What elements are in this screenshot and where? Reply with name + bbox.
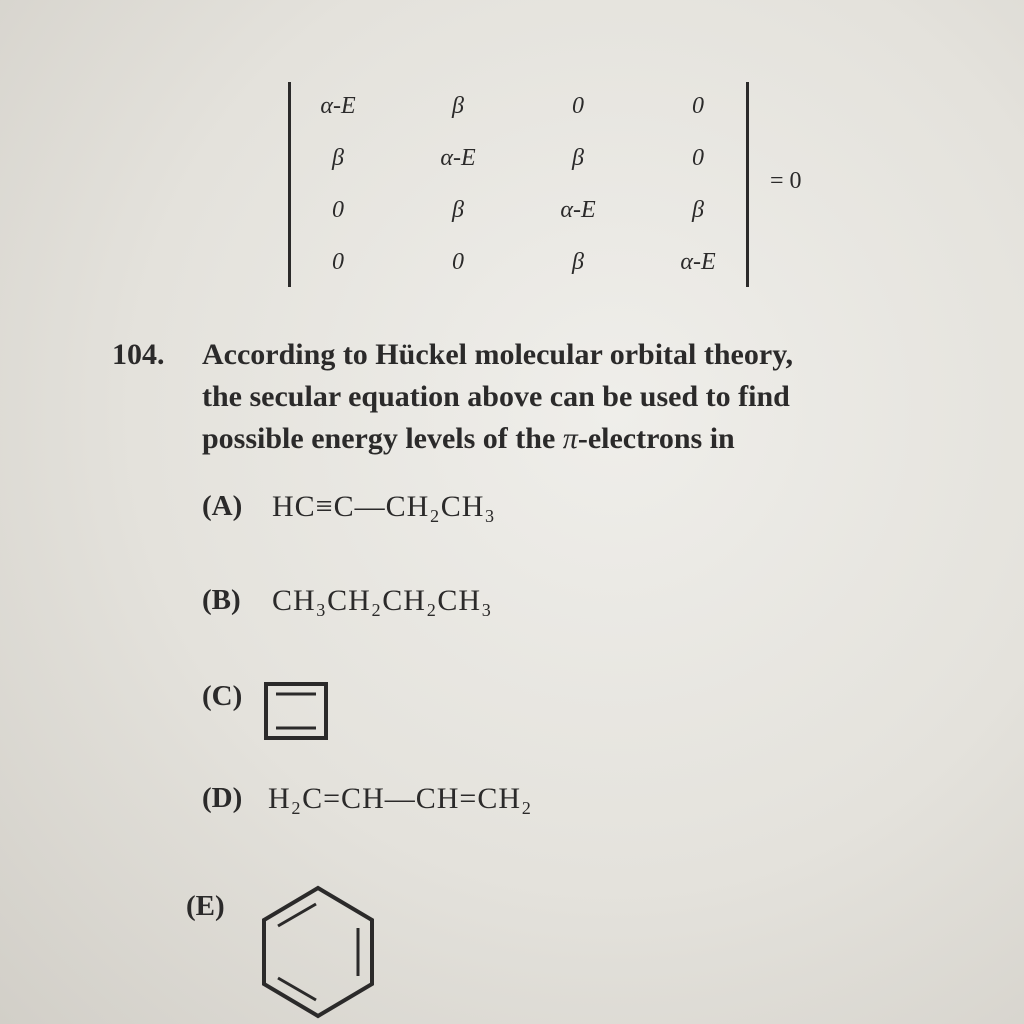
- option-a-letter[interactable]: (A): [202, 490, 243, 522]
- det-cell-r2c1: β: [332, 145, 344, 171]
- det-cell-r4c2: 0: [452, 249, 464, 275]
- cyclobutadiene-icon: [264, 682, 330, 742]
- det-cell-r2c3: β: [572, 145, 584, 171]
- det-cell-r3c1: 0: [332, 197, 344, 223]
- benzene-icon: [258, 884, 378, 1020]
- option-d-letter[interactable]: (D): [202, 782, 243, 814]
- option-e-letter[interactable]: (E): [186, 890, 225, 922]
- det-cell-r4c1: 0: [332, 249, 344, 275]
- question-number: 104.: [112, 338, 165, 371]
- question-line-1: According to Hückel molecular orbital theory,: [202, 338, 794, 371]
- question-line-3-end: -electrons in: [577, 422, 735, 455]
- option-b-letter[interactable]: (B): [202, 584, 241, 616]
- det-cell-r4c4: α-E: [680, 249, 716, 275]
- det-cell-r3c4: β: [692, 197, 704, 223]
- det-cell-r3c2: β: [452, 197, 464, 223]
- question-line-2: the secular equation above can be used to find: [202, 380, 790, 413]
- question-line-3-start: possible energy levels of the: [202, 422, 563, 455]
- option-d-formula: H₂C=CH—CH=CH₂: [268, 782, 533, 815]
- determinant-left-bar: [288, 82, 291, 287]
- option-a-formula: HC≡C—CH₂CH₃: [272, 490, 496, 523]
- det-cell-r1c4: 0: [692, 93, 704, 119]
- option-b-formula: CH₃CH₂CH₂CH₃: [272, 584, 493, 617]
- determinant-equals-zero: = 0: [770, 168, 802, 194]
- secular-determinant: [288, 82, 748, 287]
- det-cell-r4c3: β: [572, 249, 584, 275]
- question-line-3: [202, 422, 735, 456]
- det-cell-r1c3: 0: [572, 93, 584, 119]
- det-cell-r2c2: α-E: [440, 145, 476, 171]
- determinant-right-bar: [746, 82, 749, 287]
- det-cell-r1c1: α-E: [320, 93, 356, 119]
- det-cell-r1c2: β: [452, 93, 464, 119]
- det-cell-r2c4: 0: [692, 145, 704, 171]
- det-cell-r3c3: α-E: [560, 197, 596, 223]
- option-c-letter[interactable]: (C): [202, 680, 243, 712]
- pi-symbol: π: [562, 422, 578, 455]
